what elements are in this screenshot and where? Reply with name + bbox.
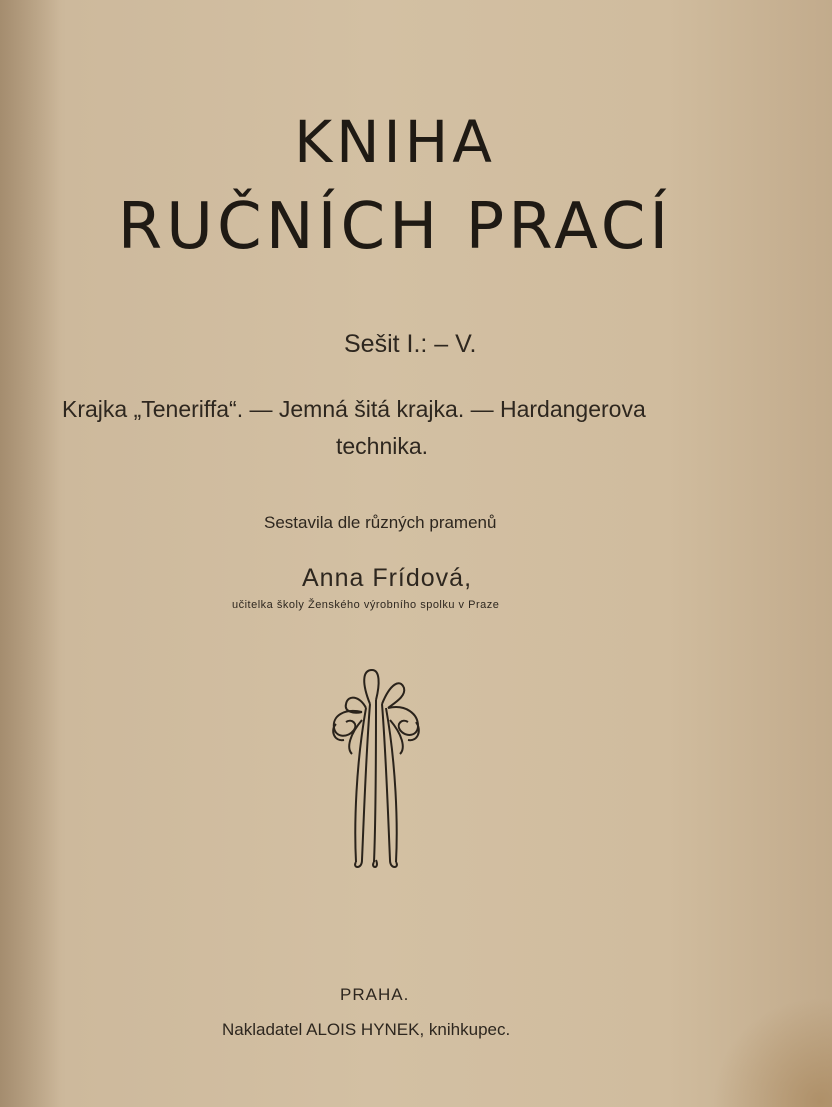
- paper-stain: [712, 997, 832, 1107]
- topics-line-1: Krajka „Teneriffa“. — Jemná šitá krajka. — Hardangerova: [62, 396, 646, 422]
- book-title-line-2: RUČNÍCH PRACÍ: [117, 190, 673, 264]
- compiled-by: Sestavila dle různých pramenů: [264, 513, 497, 532]
- issue-range: Sešit I.: – V.: [344, 330, 477, 358]
- author-role: učitelka školy Ženského výrobního spolku v Praze: [232, 599, 500, 611]
- book-title-line-1: KNIHA: [294, 108, 496, 176]
- art-nouveau-floral-ornament-icon: [326, 664, 426, 870]
- imprint-city: PRAHA.: [340, 985, 410, 1004]
- author-name: Anna Frídová,: [302, 564, 473, 592]
- imprint-publisher: Nakladatel ALOIS HYNEK, knihkupec.: [222, 1020, 511, 1039]
- topics-line-2: technika.: [336, 433, 429, 459]
